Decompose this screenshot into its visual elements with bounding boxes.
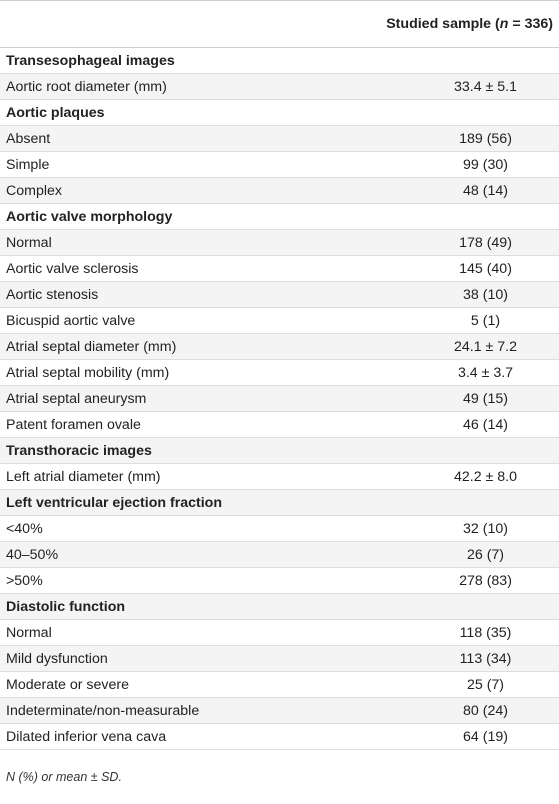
table-row (0, 568, 559, 594)
row-value (350, 100, 559, 126)
row-label: Normal (0, 620, 350, 646)
section-title: Aortic plaques (0, 100, 350, 126)
row-value: 178 (49) (350, 230, 559, 256)
table-row (0, 360, 559, 386)
row-label: Indeterminate/non-measurable (0, 698, 350, 724)
row-value: 33.4 ± 5.1 (350, 74, 559, 100)
row-value: 3.4 ± 3.7 (350, 360, 559, 386)
header-suffix: = 336) (508, 16, 553, 32)
table-row (0, 256, 559, 282)
row-label: Absent (0, 126, 350, 152)
table-row (0, 412, 559, 438)
table-header-row (0, 1, 559, 48)
section-title: Diastolic function (0, 594, 350, 620)
header-studied-sample (350, 1, 559, 48)
row-value: 64 (19) (350, 724, 559, 750)
table-row (0, 672, 559, 698)
table-row (0, 282, 559, 308)
row-value: 278 (83) (350, 568, 559, 594)
row-label: Aortic root diameter (mm) (0, 74, 350, 100)
row-value: 80 (24) (350, 698, 559, 724)
row-label: Dilated inferior vena cava (0, 724, 350, 750)
row-label: <40% (0, 516, 350, 542)
row-label: 40–50% (0, 542, 350, 568)
row-label: Aortic stenosis (0, 282, 350, 308)
section-title: Transthoracic images (0, 438, 350, 464)
row-value: 32 (10) (350, 516, 559, 542)
row-value (350, 438, 559, 464)
header-label-column (0, 1, 350, 48)
row-value: 5 (1) (350, 308, 559, 334)
row-value: 189 (56) (350, 126, 559, 152)
section-header-row (0, 100, 559, 126)
table-row (0, 230, 559, 256)
row-label: Atrial septal aneurysm (0, 386, 350, 412)
table-row (0, 464, 559, 490)
row-label: Atrial septal diameter (mm) (0, 334, 350, 360)
row-value (350, 490, 559, 516)
row-label: >50% (0, 568, 350, 594)
row-label: Simple (0, 152, 350, 178)
table-row (0, 386, 559, 412)
table-row (0, 334, 559, 360)
row-label: Normal (0, 230, 350, 256)
section-title: Aortic valve morphology (0, 204, 350, 230)
row-value: 118 (35) (350, 620, 559, 646)
row-value: 42.2 ± 8.0 (350, 464, 559, 490)
table-row (0, 620, 559, 646)
section-header-row (0, 204, 559, 230)
row-label: Mild dysfunction (0, 646, 350, 672)
row-value: 99 (30) (350, 152, 559, 178)
table-row (0, 542, 559, 568)
row-value (350, 204, 559, 230)
row-value: 26 (7) (350, 542, 559, 568)
table-row (0, 126, 559, 152)
section-title: Left ventricular ejection fraction (0, 490, 350, 516)
row-value: 46 (14) (350, 412, 559, 438)
row-label: Moderate or severe (0, 672, 350, 698)
table-row (0, 152, 559, 178)
section-header-row (0, 48, 559, 74)
row-value: 25 (7) (350, 672, 559, 698)
row-label: Aortic valve sclerosis (0, 256, 350, 282)
row-value: 38 (10) (350, 282, 559, 308)
row-value: 48 (14) (350, 178, 559, 204)
table-row (0, 516, 559, 542)
row-value: 24.1 ± 7.2 (350, 334, 559, 360)
header-prefix: Studied sample ( (386, 16, 500, 32)
row-value: 145 (40) (350, 256, 559, 282)
row-label: Left atrial diameter (mm) (0, 464, 350, 490)
table-row (0, 308, 559, 334)
row-value (350, 48, 559, 74)
row-value: 49 (15) (350, 386, 559, 412)
row-label: Atrial septal mobility (mm) (0, 360, 350, 386)
row-label: Complex (0, 178, 350, 204)
header-n: n (499, 16, 509, 32)
section-header-row (0, 438, 559, 464)
table-row (0, 698, 559, 724)
table-row (0, 724, 559, 750)
row-value: 113 (34) (350, 646, 559, 672)
row-label: Bicuspid aortic valve (0, 308, 350, 334)
table-row (0, 74, 559, 100)
section-title: Transesophageal images (0, 48, 350, 74)
section-header-row (0, 594, 559, 620)
table-body (0, 48, 559, 750)
section-header-row (0, 490, 559, 516)
table-footnote: N (%) or mean ± SD. (6, 770, 122, 784)
row-value (350, 594, 559, 620)
table-row (0, 178, 559, 204)
row-label: Patent foramen ovale (0, 412, 350, 438)
table-row (0, 646, 559, 672)
